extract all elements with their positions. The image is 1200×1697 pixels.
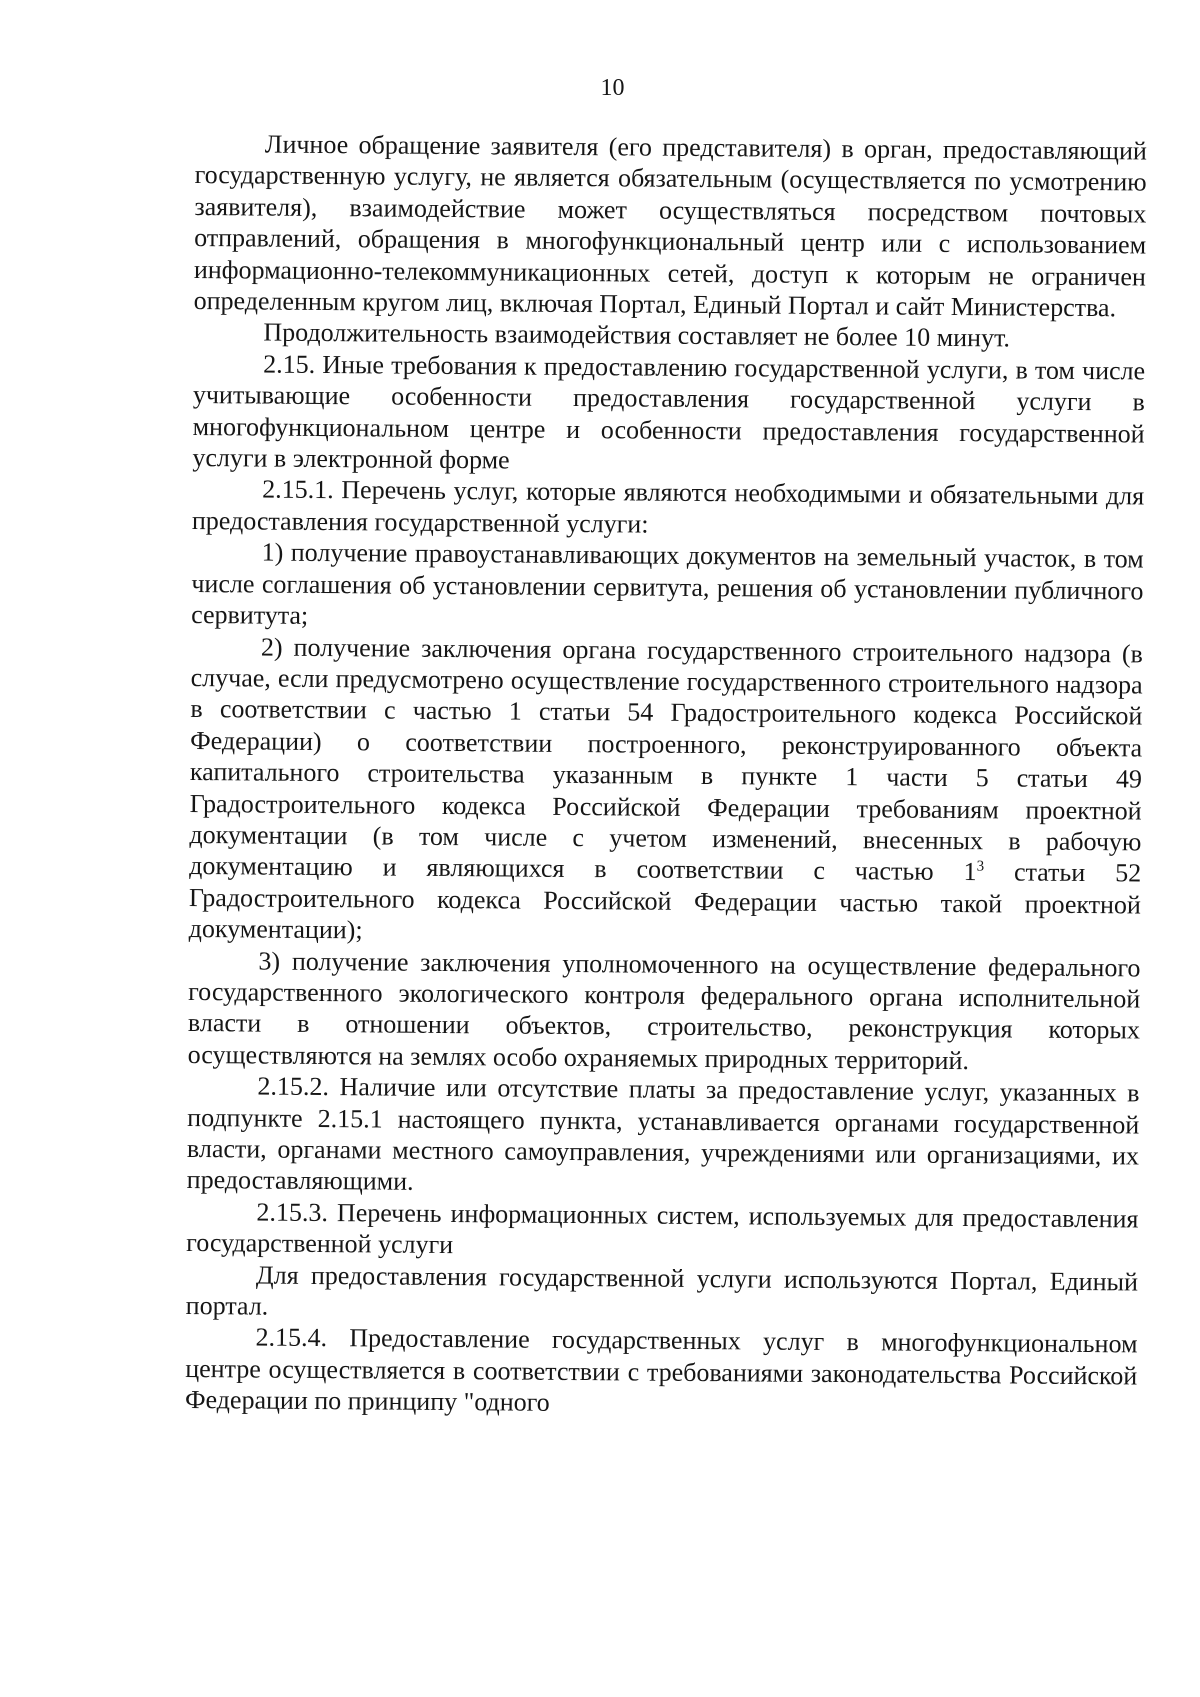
list-item-2-text: 2) получение заключения органа государственного строительного надзора (в случае, если предусмотрено осуществление государственного строительного надзора в соответствии с частью 1 статьи 54 Градостроительного кодекса Российской Федерации) о соответствии построенного, реконструированного объекта капитального строительства указанным в пункте 1 части 5 статьи 49 Градостроительного кодекса Российской Федерации требованиям проектной документации (в том числе с учетом изменений, внесенных в рабочую документацию и являющихся в соответствии с частью 1 — [189, 632, 1144, 887]
section-2-15-1-heading: 2.15.1. Перечень услуг, которые являются необходимыми и обязательными для предоставления государственной услуги: — [191, 475, 1145, 539]
superscript-3: 3 — [976, 858, 985, 875]
page-number: 10 — [600, 75, 625, 101]
section-2-15-4: 2.15.4. Предоставление государственных услуг в многофункциональном центре осуществляется в соответствии с требованиями законодательства Российской Федерации по принципу "одного — [184, 1322, 1138, 1418]
paragraph-interaction-duration: Продолжительность взаимодействия составляет не более 10 минут. — [263, 317, 1011, 353]
document-body — [185, 128, 1147, 1423]
list-item-2-text-end: статьи 52 Градостроительного кодекса Российской Федерации частью такой проектной документации); — [188, 857, 1142, 945]
section-2-15-heading: 2.15. Иные требования к предоставлению государственной услуги, в том числе учитывающие особенности предоставления государственной услуги в многофункциональном центре и особенности предоставления государственной услуги в электронной форме — [192, 349, 1146, 475]
paragraph-personal-appeal: Личное обращение заявителя (его представителя) в орган, предоставляющий государственную услугу, не является обязательным (осуществляется по усмотрению заявителя), взаимодействие может осуществляться посредством почтовых отправлений, обращения в многофункциональный центр или с использованием информационно-телекоммуникационных сетей, доступ к которым не ограничен определенным кругом лиц, включая Портал, Единый Портал и сайт Министерства. — [193, 129, 1147, 323]
section-2-15-3-heading: 2.15.3. Перечень информационных систем, используемых для предоставления государственной услуги — [186, 1197, 1139, 1260]
list-item-1: 1) получение правоустанавливающих документов на земельный участок, в том числе соглашения об установлении сервитута, решения об установлении публичного сервитута; — [191, 537, 1144, 630]
list-item-2 — [189, 630, 1143, 952]
section-2-15-2: 2.15.2. Наличие или отсутствие платы за предоставление услуг, указанных в подпункте 2.15.1 настоящего пункта, устанавливается органами государственной власти, органами местного самоуправления, учреждениями или организациями, их предоставляющими. — [186, 1071, 1140, 1197]
list-item-3: 3) получение заключения уполномоченного на осуществление федерального государственного экологического контроля федерального органа исполнительной власти в отношении объектов, строительство, реконструкция которых осуществляются на землях особо охраняемых природных территорий. — [187, 946, 1141, 1075]
paragraph-portal-usage: Для предоставления государственной услуги используются Портал, Единый портал. — [185, 1260, 1139, 1321]
